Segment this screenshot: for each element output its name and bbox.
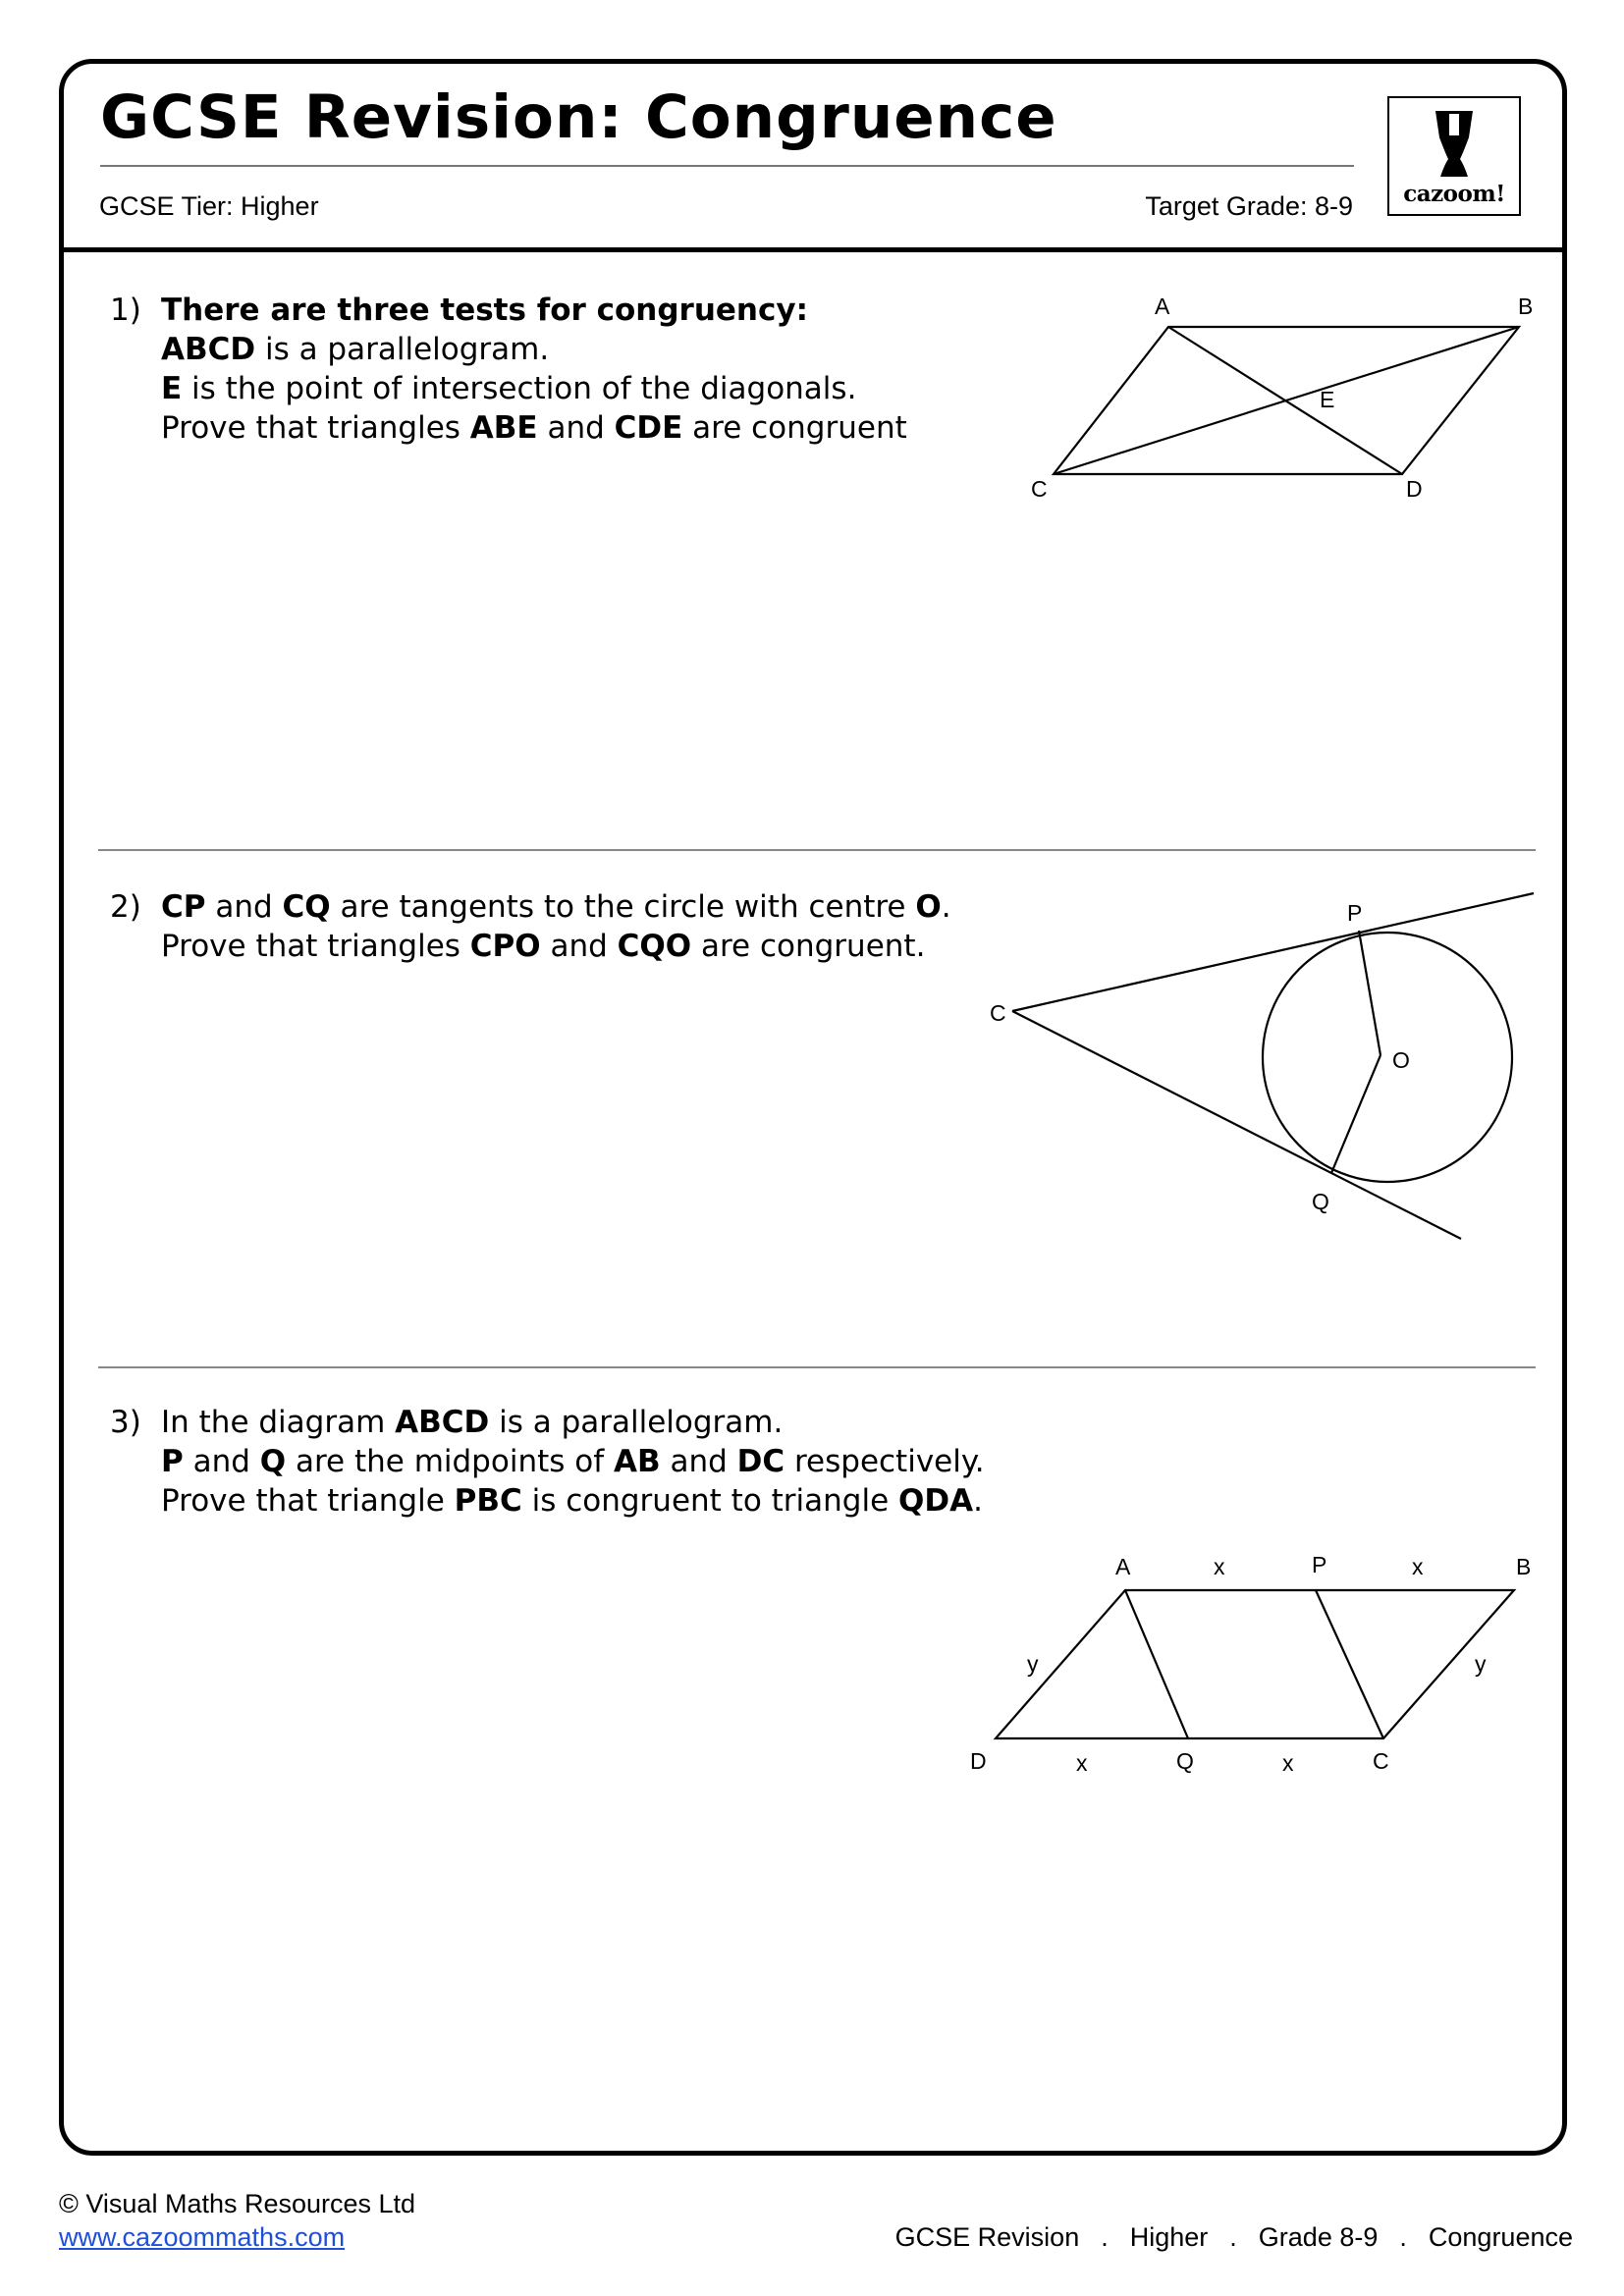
footer-breadcrumb: [895, 2222, 1573, 2253]
question-number: 3): [110, 1405, 141, 1440]
parallelogram-abcd: [996, 1590, 1514, 1738]
vertex-label-c: C: [1373, 1748, 1389, 1774]
vertex-label-d: D: [1406, 476, 1423, 502]
question-line: Prove that triangles CPO and CQO are congruent.: [161, 929, 926, 964]
website-link[interactable]: www.cazoommaths.com: [59, 2222, 346, 2252]
question-line: CP and CQ are tangents to the circle with centre O.: [161, 889, 951, 925]
page-title: GCSE Revision: Congruence: [100, 82, 1057, 152]
length-label-y-right: y: [1475, 1651, 1487, 1677]
length-label-pb: x: [1412, 1554, 1424, 1579]
question-line: There are three tests for congruency:: [161, 293, 808, 328]
point-label-q: Q: [1312, 1189, 1329, 1214]
footer-crumb: GCSE Revision: [894, 2222, 1080, 2252]
vertex-label-b: B: [1516, 1554, 1532, 1579]
segment-aq: [1125, 1590, 1188, 1738]
length-label-qc: x: [1282, 1750, 1294, 1776]
segment-pc: [1316, 1590, 1383, 1738]
copyright-text: © Visual Maths Resources Ltd: [59, 2189, 416, 2218]
question-number: 1): [110, 293, 141, 328]
vertex-label-a: A: [1115, 1554, 1131, 1579]
vertex-label-b: B: [1518, 294, 1534, 319]
vertex-label-a: A: [1155, 294, 1170, 319]
vertex-label-c: C: [1031, 476, 1048, 502]
point-label-c: C: [990, 1000, 1006, 1026]
footer-separator: .: [1229, 2222, 1237, 2252]
tier-label: GCSE Tier: Higher: [99, 191, 319, 221]
length-label-y-left: y: [1027, 1651, 1039, 1677]
footer-crumb: Grade 8-9: [1258, 2222, 1379, 2252]
midpoint-label-q: Q: [1176, 1748, 1194, 1774]
point-label-o: O: [1392, 1047, 1410, 1073]
question-number: 2): [110, 889, 141, 925]
logo-wordmark: cazoom!: [1403, 181, 1505, 207]
point-label-p: P: [1347, 900, 1363, 926]
vertex-label-d: D: [970, 1748, 987, 1774]
length-label-ap: x: [1214, 1554, 1225, 1579]
question-line: Prove that triangle PBC is congruent to triangle QDA.: [161, 1483, 983, 1519]
target-grade-label: Target Grade: 8-9: [1145, 191, 1353, 221]
question-line: ABCD is a parallelogram.: [161, 332, 550, 367]
length-label-dq: x: [1076, 1750, 1088, 1776]
question-line: E is the point of intersection of the diagonals.: [161, 371, 857, 406]
point-label-e: E: [1320, 387, 1335, 412]
footer-separator: .: [1399, 2222, 1407, 2252]
question-line: P and Q are the midpoints of AB and DC respectively.: [161, 1444, 985, 1479]
footer-crumb: Higher: [1129, 2222, 1209, 2252]
footer-separator: .: [1101, 2222, 1109, 2252]
question-line: Prove that triangles ABE and CDE are congruent: [161, 410, 907, 446]
midpoint-label-p: P: [1312, 1552, 1327, 1577]
footer-crumb: Congruence: [1428, 2222, 1573, 2252]
question-line: In the diagram ABCD is a parallelogram.: [161, 1405, 784, 1440]
